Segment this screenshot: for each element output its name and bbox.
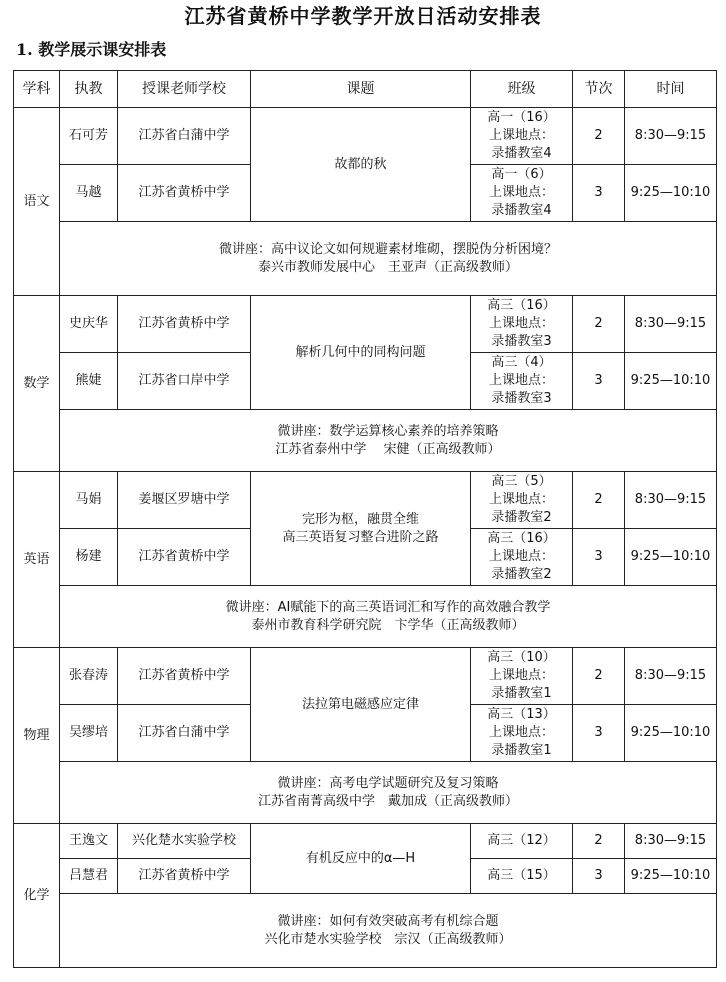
lecture-cell (60, 222, 717, 296)
school-cell: 江苏省黄桥中学 (118, 165, 251, 222)
table-row (14, 648, 717, 705)
class-cell (471, 296, 573, 353)
location-room: 录播教室4 (491, 146, 552, 161)
class-name: 高三（5） (491, 474, 552, 489)
header-school: 授课老师学校 (118, 71, 251, 108)
school-cell: 江苏省白蒲中学 (118, 108, 251, 165)
subject-cell: 化学 (14, 824, 60, 968)
location-label: 上课地点： (488, 185, 554, 200)
teacher-cell: 张春涛 (60, 648, 118, 705)
topic-line: 有机反应中的α—H (305, 850, 416, 866)
table-row (14, 472, 717, 529)
class-cell (471, 705, 573, 762)
teacher-cell: 马娟 (60, 472, 118, 529)
class-cell (471, 859, 573, 894)
class-cell (471, 529, 573, 586)
period-cell: 3 (573, 859, 625, 894)
location-label: 上课地点： (488, 725, 554, 740)
table-row (14, 296, 717, 353)
time-cell: 8:30—9:15 (625, 472, 717, 529)
lecture-speaker: 泰兴市教师发展中心 王亚声（正高级教师） (257, 259, 518, 275)
school-cell: 姜堰区罗塘中学 (118, 472, 251, 529)
lecture-title: 微讲座：数学运算核心素养的培养策略 (277, 423, 499, 439)
teacher-cell: 史庆华 (60, 296, 118, 353)
class-cell (471, 472, 573, 529)
class-cell (471, 353, 573, 410)
topic-cell (251, 108, 471, 222)
topic-cell (251, 648, 471, 762)
lecture-speaker: 江苏省南菁高级中学 戴加成（正高级教师） (257, 793, 518, 809)
location-room: 录播教室1 (491, 743, 552, 758)
topic-line: 高三英语复习整合进阶之路 (282, 529, 439, 545)
teacher-cell: 马越 (60, 165, 118, 222)
class-cell (471, 824, 573, 859)
lecture-title: 微讲座：高中议论文如何规避素材堆砌，摆脱伪分析困境？ (218, 241, 557, 257)
class-cell (471, 108, 573, 165)
teacher-cell: 杨建 (60, 529, 118, 586)
period-cell: 2 (573, 108, 625, 165)
topic-line: 解析几何中的同构问题 (295, 344, 426, 360)
subject-cell: 语文 (14, 108, 60, 296)
time-cell: 9:25—10:10 (625, 529, 717, 586)
lecture-title: 微讲座：高考电学试题研究及复习策略 (277, 775, 499, 791)
class-cell (471, 165, 573, 222)
class-cell (471, 648, 573, 705)
lecture-title: 微讲座：AI赋能下的高三英语词汇和写作的高效融合教学 (225, 599, 551, 615)
time-cell: 9:25—10:10 (625, 859, 717, 894)
period-cell: 2 (573, 648, 625, 705)
lecture-title: 微讲座：如何有效突破高考有机综合题 (277, 913, 499, 929)
period-cell: 2 (573, 296, 625, 353)
time-cell: 8:30—9:15 (625, 648, 717, 705)
class-name: 高三（13） (487, 707, 556, 722)
class-name: 高三（10） (487, 650, 556, 665)
class-name: 高一（16） (487, 110, 556, 125)
location-label: 上课地点： (488, 492, 554, 507)
topic-cell (251, 296, 471, 410)
lecture-row (14, 762, 717, 824)
class-name: 高一（6） (491, 167, 552, 182)
teacher-cell: 吕慧君 (60, 859, 118, 894)
lecture-cell (60, 586, 717, 648)
school-cell: 江苏省口岸中学 (118, 353, 251, 410)
lecture-row (14, 222, 717, 296)
topic-cell (251, 472, 471, 586)
period-cell: 2 (573, 472, 625, 529)
schedule-table (13, 70, 717, 968)
section-title: 1. 教学展示课安排表 (16, 40, 167, 59)
school-cell: 兴化楚水实验学校 (118, 824, 251, 859)
period-cell: 3 (573, 353, 625, 410)
lecture-speaker: 兴化市楚水实验学校 宗汉（正高级教师） (264, 931, 512, 947)
teacher-cell: 王逸文 (60, 824, 118, 859)
header-time: 时间 (625, 71, 717, 108)
lecture-cell (60, 894, 717, 968)
location-room: 录播教室3 (491, 334, 552, 349)
table-row (14, 108, 717, 165)
lecture-row (14, 586, 717, 648)
school-cell: 江苏省白蒲中学 (118, 705, 251, 762)
location-label: 上课地点： (488, 128, 554, 143)
time-cell: 9:25—10:10 (625, 353, 717, 410)
location-label: 上课地点： (488, 668, 554, 683)
location-room: 录播教室2 (491, 567, 552, 582)
teacher-cell: 熊婕 (60, 353, 118, 410)
period-cell: 3 (573, 165, 625, 222)
header-teacher: 执教 (60, 71, 118, 108)
location-label: 上课地点： (488, 549, 554, 564)
time-cell: 8:30—9:15 (625, 108, 717, 165)
header-subject: 学科 (14, 71, 60, 108)
class-name: 高三（4） (491, 355, 552, 370)
page-title: 江苏省黄桥中学教学开放日活动安排表 (184, 4, 542, 28)
location-room: 录播教室3 (491, 391, 552, 406)
location-label: 上课地点： (488, 316, 554, 331)
location-label: 上课地点： (488, 373, 554, 388)
class-name: 高三（15） (487, 868, 556, 883)
header-topic: 课题 (251, 71, 471, 108)
school-cell: 江苏省黄桥中学 (118, 296, 251, 353)
location-room: 录播教室2 (491, 510, 552, 525)
class-name: 高三（16） (487, 531, 556, 546)
location-room: 录播教室1 (491, 686, 552, 701)
period-cell: 3 (573, 529, 625, 586)
topic-line: 完形为枢，融贯全维 (301, 511, 419, 527)
lecture-row (14, 410, 717, 472)
time-cell: 9:25—10:10 (625, 165, 717, 222)
header-class: 班级 (471, 71, 573, 108)
teacher-cell: 石可芳 (60, 108, 118, 165)
school-cell: 江苏省黄桥中学 (118, 648, 251, 705)
class-name: 高三（12） (487, 833, 556, 848)
lecture-speaker: 江苏省泰州中学 宋健（正高级教师） (275, 441, 501, 457)
lecture-speaker: 泰州市教育科学研究院 卞学华（正高级教师） (251, 617, 525, 633)
header-period: 节次 (573, 71, 625, 108)
teacher-cell: 吴缪培 (60, 705, 118, 762)
lecture-cell (60, 410, 717, 472)
school-cell: 江苏省黄桥中学 (118, 529, 251, 586)
class-name: 高三（16） (487, 298, 556, 313)
lecture-cell (60, 762, 717, 824)
topic-line: 法拉第电磁感应定律 (301, 696, 419, 712)
topic-line: 故都的秋 (334, 156, 387, 172)
lecture-row (14, 894, 717, 968)
table-row (14, 824, 717, 859)
time-cell: 8:30—9:15 (625, 296, 717, 353)
subject-cell: 英语 (14, 472, 60, 648)
time-cell: 8:30—9:15 (625, 824, 717, 859)
period-cell: 3 (573, 705, 625, 762)
subject-cell: 数学 (14, 296, 60, 472)
school-cell: 江苏省黄桥中学 (118, 859, 251, 894)
header-row (14, 71, 717, 108)
period-cell: 2 (573, 824, 625, 859)
location-room: 录播教室4 (491, 203, 552, 218)
time-cell: 9:25—10:10 (625, 705, 717, 762)
topic-cell (251, 824, 471, 894)
subject-cell: 物理 (14, 648, 60, 824)
